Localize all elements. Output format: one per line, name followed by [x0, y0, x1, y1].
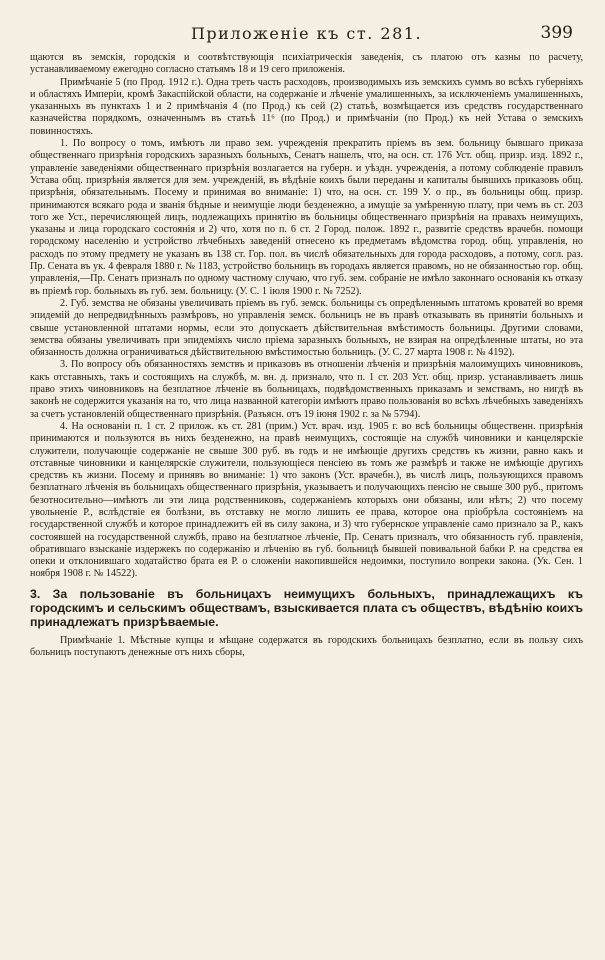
paragraph-continuation: щаются въ земскія, городскія и соотвѣтствующія психіатрическія заведенія, съ платою отъ казны по расчету, устанавливаемому ежегодно согласно статьямъ 18 и 19 сего приложенія. — [30, 52, 583, 76]
page-title: Приложеніе къ ст. 281. — [190, 24, 423, 43]
explanation-2: 2. Губ. земства не обязаны увеличивать пріемъ въ губ. земск. больницы съ опредѣленнымъ штатомъ кроватей во время эпидемій до непредвидѣнныхъ размѣровъ, но управленія земск. больницъ не въ правѣ отказывать въ принятіи больныхъ и свыше установленной штатами нормы, если это допускаетъ дѣйствительная вмѣстимость больницы. Другими словами, земства обязаны увеличивать при эпидеміяхъ число пріема заразныхъ больныхъ, не взирая на опредѣленные штаты, но эта обязанность должна ограничиваться дѣйствительною вмѣстимостью больницъ. (У. С. 27 марта 1908 г. № 4192). — [30, 297, 583, 359]
running-header — [30, 22, 583, 46]
note-5: Примѣчаніе 5 (по Прод. 1912 г.). Одна треть часть расходовъ, производимыхъ изъ земскихъ суммъ во всѣхъ губерніяхъ и областяхъ Имперіи, кромѣ Закаспійской области, на содержаніе и лѣченіе умалишенныхъ, за исключеніемъ умалишенныхъ, указанныхъ въ пунктахъ 1 и 2 примѣчанія 4 (по Прод.) къ сей (2) статьѣ, возмѣщается изъ средствъ государственнаго казначейства порядкомъ, означеннымъ въ статьѣ 11⁶ (по Прод.) и примѣчаніи (по Прод.) къ ней Устава о земскихъ повинностяхъ. — [30, 76, 583, 137]
page-body — [30, 52, 583, 659]
explanation-1: 1. По вопросу о томъ, имѣютъ ли право зем. учрежденія прекратить пріемъ въ зем. больницу бывшаго приказа общественнаго призрѣнія городскихъ заразныхъ больныхъ, Сенатъ нашелъ, что, на осн. ст. 176 Уст. общ. призр. изд. 1892 г., управленіе заведеніями общественнаго призрѣнія возлагается на губерн. и уѣздн. учрежденія, а потому соблюденіе правилъ Устава общ. призрѣнія является для зем. учрежденій, въ вѣдѣніе коихъ были переданы и капиталы бывшихъ приказовъ общ. призрѣнія, обязательнымъ. Посему и принимая во вниманіе: 1) что, на осн. ст. 199 У. о пр., въ больницы общ. призр. принимаются всякаго рода и званія бѣдные и неимущіе люди безденежно, а имущіе за умѣренную плату, при чемъ въ ст. 203 того же Уст., перечисляющей лицъ, подлежащихъ принятію въ больницы общественнаго призрѣнія на правахъ неимущихъ, указаны и лица городскаго состоянія и 2) что, хотя по п. 6 ст. 2 Город. полож. 1892 г., развитіе средствъ врачебн. помощи городскому населенію и устройство лѣчебныхъ заведеній отнесено къ предметамъ вѣдомства город. общ. управленія, но расходъ по этому предмету не указанъ въ 138 ст. Гор. пол. въ числѣ обязательныхъ для города расходовъ, а потому, согл. раз. Пр. Сената въ ук. 4 февраля 1880 г. № 1183, устройство больницъ въ городахъ является правомъ, но не обязанностью гор. общ. управленія,—Пр. Сенатъ призналъ по одному частному случаю, что губ. зем. собраніе не имѣло законнаго основанія къ отказу въ пріемѣ гор. больныхъ въ губ. зем. больницу. (У. С. 1 іюля 1900 г. № 7252). — [30, 138, 583, 297]
explanation-3: 3. По вопросу объ обязанностяхъ земствъ и приказовъ въ отношеніи лѣченія и призрѣнія малоимущихъ чиновниковъ, какъ отставныхъ, такъ и состоящихъ на службѣ, м. вн. д. признало, что п. 1 ст. 203 Уст. общ. призр. устанавливаетъ лишь право этихъ чиновниковъ на безплатное лѣченіе въ больницахъ, подвѣдомственныхъ приказамъ и земствамъ, но нигдѣ въ законѣ не содержится указанія на то, что лица названной категоріи имѣютъ право пользованія во всѣхъ лѣчебныхъ заведеніяхъ за счетъ установленій общественнаго призрѣнія. (Разъясн. отъ 19 іюня 1902 г. за № 5794). — [30, 359, 583, 420]
note-1: Примѣчаніе 1. Мѣстные купцы и мѣщане содержатся въ городскихъ больницахъ безплатно, если въ пользу сихъ больницъ поступаютъ денежные отъ нихъ сборы, — [30, 634, 583, 659]
page-number: 399 — [540, 23, 573, 43]
rule-3-heading: 3. За пользованіе въ больницахъ неимущихъ больныхъ, принадлежащихъ къ городскимъ и сельскимъ обществамъ, взыскивается плата съ обществъ, вѣдѣнію коихъ принадлежатъ призрѣваемые. — [30, 586, 583, 629]
explanation-4: 4. На основаніи п. 1 ст. 2 прилож. къ ст. 281 (прим.) Уст. врач. изд. 1905 г. во всѣ больницы общественн. призрѣнія принимаются и пользуются въ нихъ безденежно, на правѣ неимущихъ, состоящіе на службѣ чиновники и канцелярскіе служители, получающіе содержаніе не свыше 300 руб. въ годъ и не имѣющіе другихъ средствъ къ жизни, равно какъ и отставные чиновники и канцелярскіе служители, пользующіеся пенсіею въ томъ же размѣрѣ и также не имѣющіе другихъ средствъ къ жизни. Посему и принявъ во вниманіе: 1) что законъ (Уст. врачебн.), въ числѣ лицъ, пользующихся правомъ безплатнаго лѣченія въ больницахъ общественнаго призрѣнія, указываетъ и получающихъ пенсію не свыше 300 руб., притомъ безотносительно—имѣютъ ли эти лица родственниковъ, содержаніемъ которыхъ они обязаны, или нѣтъ; 2) что посему увольненіе Р., вслѣдствіе ея болѣзни, въ отставку не могло лишить ее права, которое она пріобрѣла состояніемъ на государственной службѣ и которое принадлежитъ ей въ силу закона, и 3) что губернское управленіе само признало за Р., какъ состоявшей на государственной службѣ, право на безплатное лѣченіе, Пр. Сенатъ призналъ, что обязанность губ. правленія, обратившаго взысканіе издержекъ по содержанію и лѣченію въ губ. больницѣ бывшей повивальной бабки Р. на средства ея опеки и отклонившаго ходатайство брата ея Р. о сложеніи накопившейся недоимки, поступило вопреки закона. (Ук. Сен. 1 ноября 1908 г. № 14522). — [30, 420, 583, 580]
